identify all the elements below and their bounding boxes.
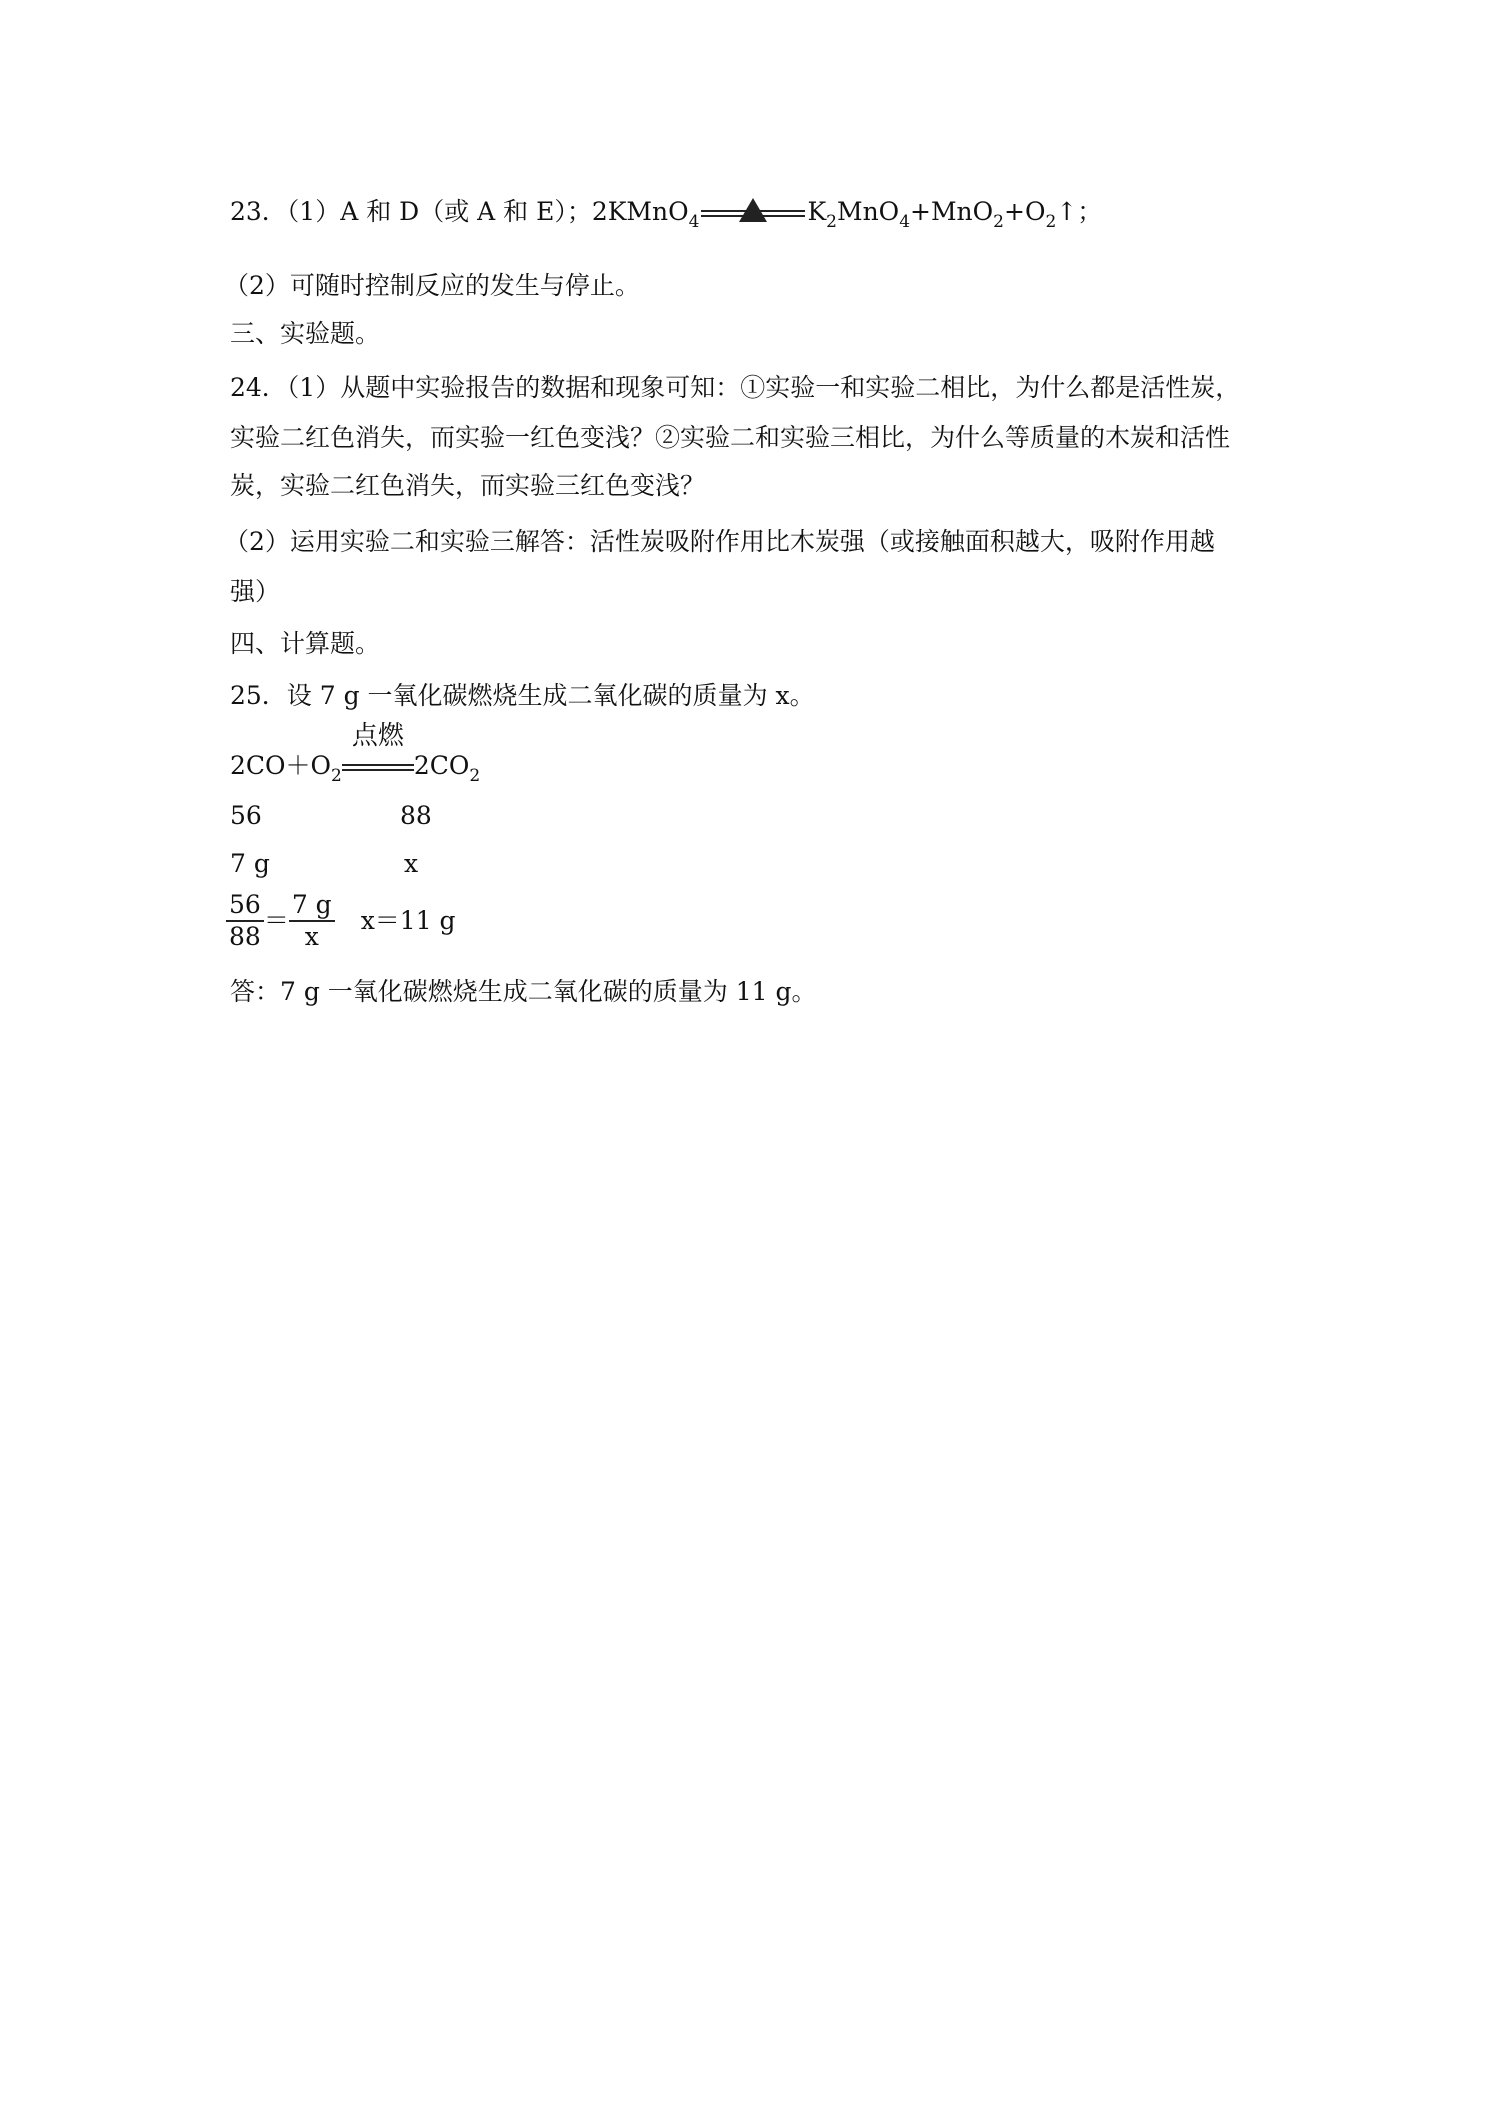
equation-left: 2CO＋O [230, 751, 332, 780]
subscript: 2 [993, 212, 1004, 232]
q24-line2: 实验二红色消失，而实验一红色变浅？②实验二和实验三相比，为什么等质量的木炭和活性 [230, 423, 1231, 452]
q23-line1 [230, 196, 1102, 231]
section-heading-experiment: 三、实验题。 [230, 319, 381, 348]
q23-text-b2: MnO [836, 197, 900, 226]
q23-text-b3: +MnO [910, 197, 994, 226]
subscript: 2 [469, 766, 481, 786]
q25-answer: 答：7 g 一氧化碳燃烧生成二氧化碳的质量为 11 g。 [230, 977, 817, 1006]
fraction-7g-x: $\frac{7 g}{x}$ [289, 890, 335, 952]
subscript: 2 [331, 766, 342, 786]
q24-line5: 强） [230, 577, 281, 606]
triangle-heat-icon [701, 168, 805, 200]
q23-text-b1: K [807, 197, 827, 226]
fraction-56-88: $\frac{56}{88}$ [226, 890, 264, 952]
heating-condition [701, 196, 805, 228]
given-mass-right: x [404, 849, 419, 878]
given-mass-left: 7 g [230, 849, 270, 878]
subscript: 2 [826, 212, 837, 232]
molar-mass-right: 88 [400, 801, 432, 830]
subscript: 4 [899, 212, 911, 232]
q23-text-b5: ↑； [1056, 197, 1103, 226]
q24-line4: （2）运用实验二和实验三解答：活性炭吸附作用比木炭强（或接触面积越大，吸附作用越 [224, 527, 1215, 556]
q23-text-b4: +O [1004, 197, 1046, 226]
ignition-label: 点燃 [351, 721, 404, 751]
section-heading-calculation: 四、计算题。 [230, 629, 381, 658]
ignition-condition [342, 721, 414, 782]
q25-line1: 25．设 7 g 一氧化碳燃烧生成二氧化碳的质量为 x。 [230, 681, 815, 710]
equation-bar [342, 764, 414, 771]
subscript: 2 [1045, 212, 1057, 232]
equals-sign: ＝ [263, 906, 289, 935]
subscript: 4 [688, 212, 700, 232]
q23-line2: （2）可随时控制反应的发生与停止。 [224, 271, 640, 300]
equation-right: 2CO [413, 751, 470, 780]
q24-line1: 24．（1）从题中实验报告的数据和现象可知：①实验一和实验二相比，为什么都是活性炭， [230, 373, 1241, 402]
q23-text-a: 23．（1）A 和 D（或 A 和 E）；2KMnO [230, 197, 689, 226]
q25-equation [230, 721, 481, 786]
q24-line3: 炭，实验二红色消失，而实验三红色变浅？ [230, 471, 706, 500]
solution-value: x＝11 g [360, 906, 456, 935]
proportion-line [226, 890, 456, 952]
molar-mass-left: 56 [230, 801, 262, 830]
